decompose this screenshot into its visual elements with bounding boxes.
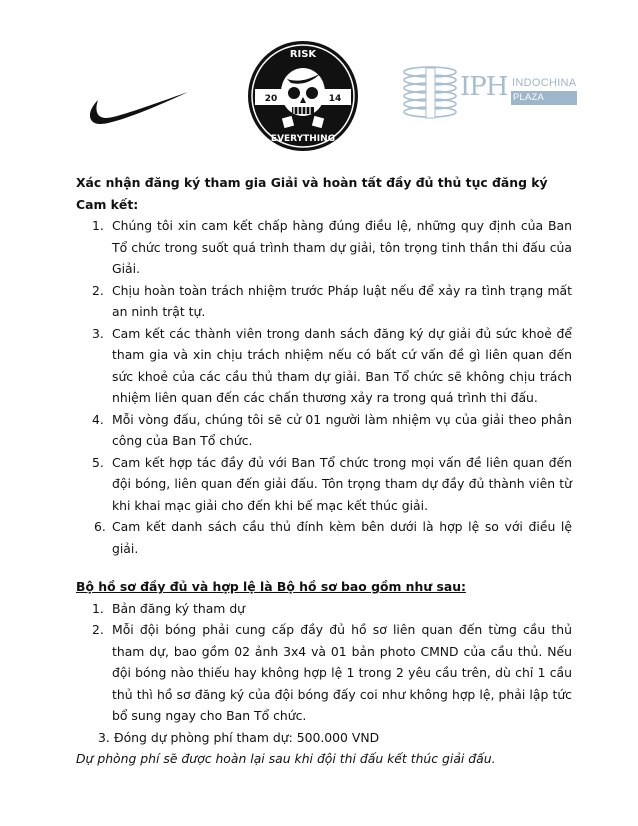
badge-top-text: RISK (289, 49, 317, 60)
plaza-hanoi-text: PLAZA HANOI (511, 91, 577, 105)
badge-year-right: 14 (328, 94, 342, 104)
commitments-heading: Cam kết: (76, 196, 139, 212)
indochina-plaza-logo (400, 64, 578, 124)
building-stack-icon (400, 64, 460, 124)
list-item (76, 619, 572, 727)
badge-year-left: 20 (264, 94, 278, 104)
dossier-heading: Bộ hồ sơ đầy đủ và hợp lệ là Bộ hồ sơ bao gồm như sau: (76, 579, 466, 594)
item-text: Đóng dự phòng phí tham dự: 500.000 VND (114, 729, 380, 745)
item-text: Chúng tôi xin cam kết chấp hàng đúng điều lệ, những quy định của Ban Tổ chức trong suốt quá trình tham dự giải, tôn trọng tinh thần thi đấu của Giải. (112, 218, 572, 276)
item-number: 1. (92, 218, 104, 233)
iph-mark: IPH (460, 72, 508, 102)
item-text: Cam kết hợp tác đầy đủ với Ban Tổ chức trong mọi vấn đề liên quan đến đội bóng, liên quan đến giải đấu. Tôn trọng tham dự đầy đủ thành viên từ khi khai mạc giải cho đến khi bế mạc kết thúc giải. (112, 454, 572, 513)
item-number: 1. (92, 600, 104, 616)
item-number: 5. (92, 454, 104, 470)
list-item (76, 409, 572, 452)
list-item (76, 215, 572, 280)
nike-swoosh-logo (84, 88, 188, 128)
list-item (76, 323, 572, 409)
badge-bottom-text: EVERYTHING (270, 134, 336, 144)
document-title: Xác nhận đăng ký tham gia Giải và hoàn tất đầy đủ thủ tục đăng ký (76, 175, 548, 190)
indochina-text: INDOCHINA (512, 77, 577, 89)
list-item (76, 727, 572, 749)
item-number: 2. (92, 282, 104, 298)
risk-everything-badge (247, 37, 359, 155)
item-number: 3. (98, 729, 110, 745)
refund-note: Dự phòng phí sẽ được hoàn lại sau khi đội thi đấu kết thúc giải đấu. (76, 751, 496, 766)
item-text: Chịu hoàn toàn trách nhiệm trước Pháp luật nếu để xảy ra tình trạng mất an ninh trật tự. (112, 282, 572, 319)
item-text: Bản đăng ký tham dự (112, 600, 246, 616)
item-text: Mỗi vòng đấu, chúng tôi sẽ cử 01 người làm nhiệm vụ của giải theo phân công của Ban Tổ chức. (112, 411, 572, 448)
item-text: Cam kết các thành viên trong danh sách đăng ký dự giải đủ sức khoẻ để tham gia và xin chịu trách nhiệm nếu có bất cứ vấn đề gì liên quan đến sức khoẻ của các cầu thủ tham dự giải. Ban Tổ chức sẽ không chịu trách nhiệm liên quan đến các chấn thương xảy ra trong quá trình thi đấu. (112, 325, 572, 405)
item-text: Mỗi đội bóng phải cung cấp đầy đủ hồ sơ liên quan đến từng cầu thủ tham dự, bao gồm 02 ảnh 3x4 và 01 bản photo CMND của cầu thủ. Nếu đội bóng nào thiếu hay không hợp lệ 1 trong 2 yêu cầu trên, dù chỉ 1 cầu thủ thì hồ sơ đăng ký của đội bóng đấy coi như không hợp lệ, phải lập tức bổ sung ngay cho Ban Tổ chức. (112, 622, 572, 723)
item-number: 3. (92, 325, 104, 341)
list-item (76, 280, 572, 323)
list-item (76, 598, 572, 620)
document-body (76, 172, 572, 770)
item-number: 6. (94, 519, 106, 534)
item-text: Cam kết danh sách cầu thủ đính kèm bên dưới là hợp lệ so với điều lệ giải. (112, 519, 572, 556)
dossier-list (76, 598, 572, 749)
item-number: 2. (92, 622, 104, 637)
item-number: 4. (92, 411, 104, 427)
list-item (76, 516, 572, 559)
commitments-list (76, 215, 572, 559)
list-item (76, 452, 572, 517)
